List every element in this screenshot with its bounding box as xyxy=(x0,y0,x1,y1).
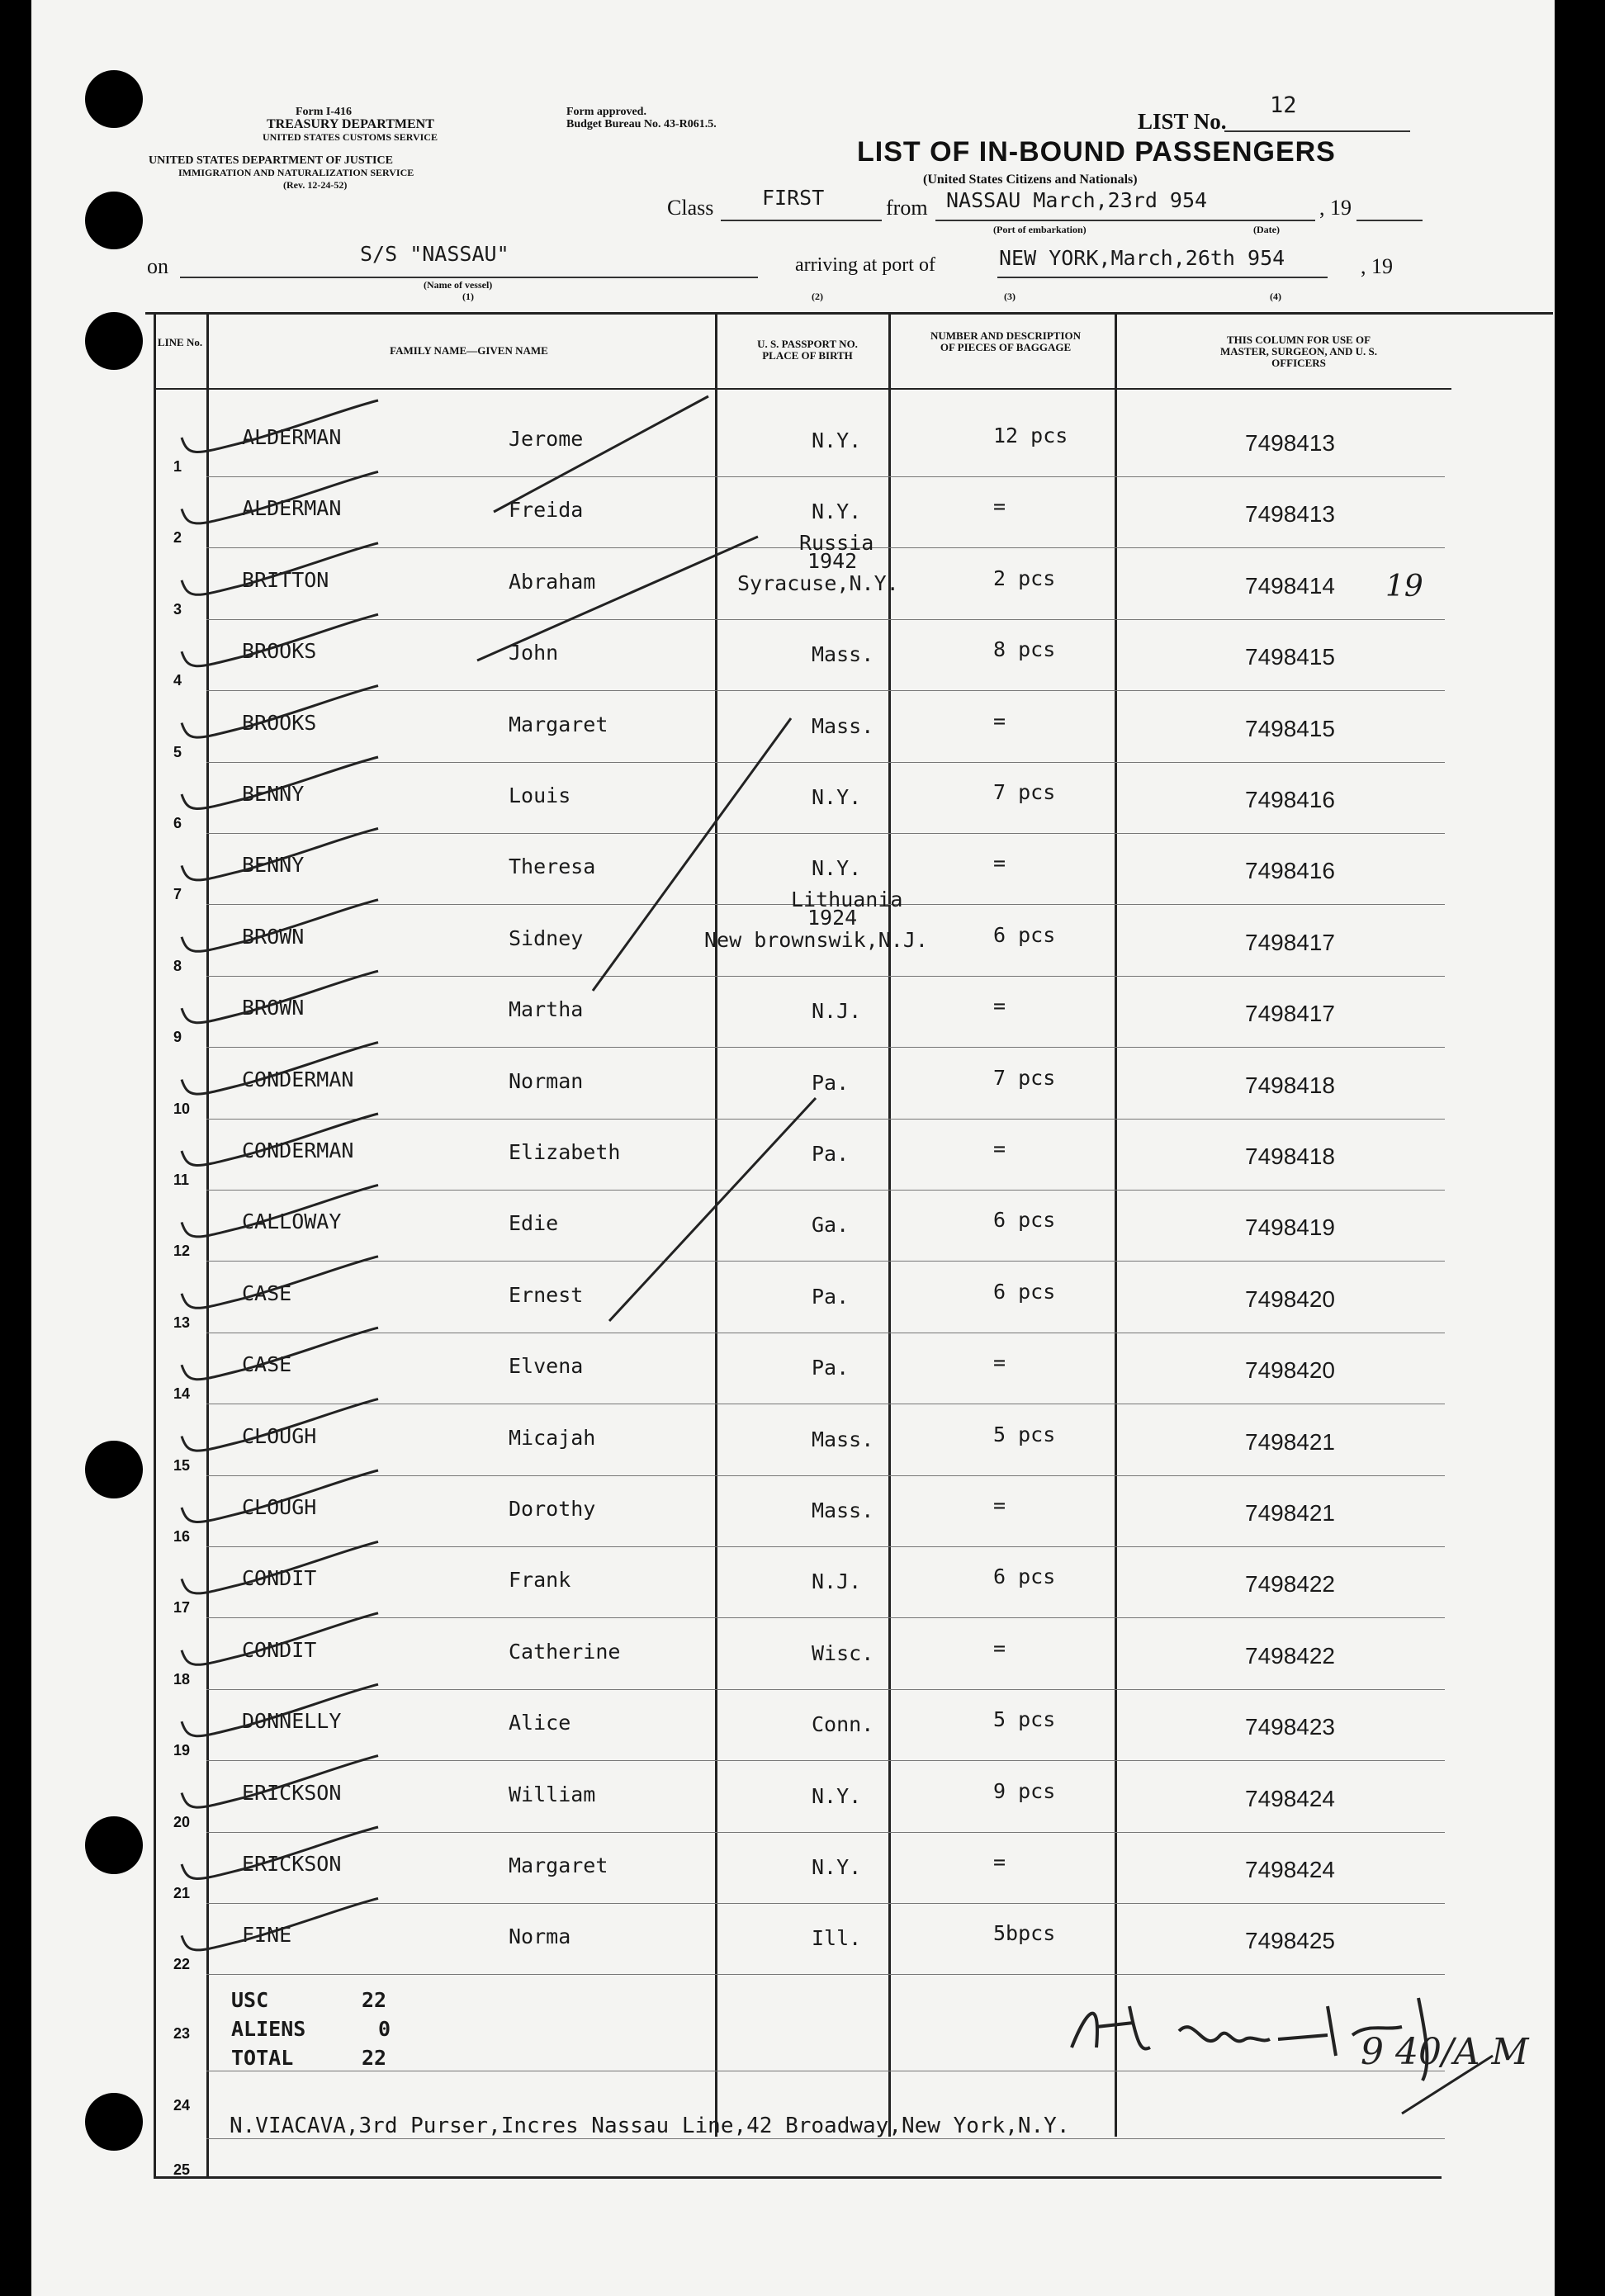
baggage: 6 pcs xyxy=(993,1280,1056,1304)
strike-line xyxy=(477,537,758,660)
line-number: 15 xyxy=(173,1457,191,1474)
check-mark xyxy=(182,757,378,809)
passport-number: 7498422 xyxy=(1245,1571,1336,1597)
line-number: 3 xyxy=(173,601,182,618)
given-name: Elvena xyxy=(509,1354,584,1378)
birth-country: Lithuania xyxy=(791,888,903,911)
treasury-dept: TREASURY DEPARTMENT xyxy=(267,117,434,131)
family-name: BRITTON xyxy=(242,568,329,592)
passport-number: 7498417 xyxy=(1245,1001,1336,1026)
family-name: BROWN xyxy=(242,925,305,949)
given-name: Martha xyxy=(509,997,584,1021)
line-number: 19 xyxy=(173,1742,191,1759)
passport-number: 7498424 xyxy=(1245,1857,1336,1882)
given-name: Micajah xyxy=(509,1426,596,1450)
form-number: Form I-416 xyxy=(296,106,353,118)
line-number: 6 xyxy=(173,815,182,831)
class-value: FIRST xyxy=(762,186,825,210)
check-mark xyxy=(182,1613,378,1665)
place-of-birth: Mass. xyxy=(812,1498,874,1522)
passport-number: 7498420 xyxy=(1245,1286,1336,1312)
revision-date: (Rev. 12-24-52) xyxy=(283,179,348,191)
family-name: ERICKSON xyxy=(242,1781,342,1805)
passport-number: 7498421 xyxy=(1245,1429,1336,1455)
baggage: = xyxy=(993,851,1006,875)
given-name: Margaret xyxy=(509,712,608,736)
passport-number: 7498413 xyxy=(1245,501,1336,527)
given-name: Sidney xyxy=(509,926,584,950)
given-name: Edie xyxy=(509,1211,559,1235)
place-of-birth: Pa. xyxy=(812,1285,850,1309)
baggage: = xyxy=(993,1351,1006,1375)
check-mark xyxy=(182,1684,378,1736)
given-name: Norma xyxy=(509,1924,571,1948)
family-name: CONDERMAN xyxy=(242,1139,354,1162)
place-of-birth: N.Y. xyxy=(812,1784,862,1808)
place-of-birth: Conn. xyxy=(812,1712,874,1736)
line-number: 24 xyxy=(173,2097,191,2114)
baggage: = xyxy=(993,1850,1006,1874)
check-mark xyxy=(182,1470,378,1522)
check-mark xyxy=(182,686,378,738)
family-name: ALDERMAN xyxy=(242,425,342,449)
family-name: CLOUGH xyxy=(242,1495,317,1519)
passport-number: 7498414 xyxy=(1245,573,1336,599)
line-number: 17 xyxy=(173,1599,191,1616)
check-mark xyxy=(182,1399,378,1451)
family-name: CONDERMAN xyxy=(242,1068,354,1091)
purser-signature-line: N.VIACAVA,3rd Purser,Incres Nassau Line,42 Broadway,New York,N.Y. xyxy=(230,2114,1070,2138)
place-of-birth: N.Y. xyxy=(812,428,862,452)
place-of-birth: Ga. xyxy=(812,1213,850,1237)
family-name: BENNY xyxy=(242,782,305,806)
check-mark xyxy=(182,1114,378,1166)
passport-number: 7498422 xyxy=(1245,1643,1336,1669)
passport-number: 7498425 xyxy=(1245,1928,1336,1953)
passport-number: 7498419 xyxy=(1245,1214,1336,1240)
check-mark xyxy=(182,1257,378,1309)
place-of-birth: N.J. xyxy=(812,999,862,1023)
arriving-year-label: , 19 xyxy=(1361,254,1393,278)
check-mark xyxy=(182,1043,378,1095)
vessel-caption: (Name of vessel) xyxy=(424,279,493,291)
from-label: from xyxy=(886,196,928,220)
given-name: Dorothy xyxy=(509,1497,596,1521)
check-mark xyxy=(182,471,378,523)
place-of-birth: Syracuse,N.Y. xyxy=(737,571,899,595)
given-name: Ernest xyxy=(509,1283,584,1307)
column-number-2: (2) xyxy=(812,291,823,302)
baggage: = xyxy=(993,1494,1006,1517)
aliens-label: ALIENS xyxy=(231,2017,306,2041)
line-number: 4 xyxy=(173,672,182,689)
baggage: = xyxy=(993,1137,1006,1161)
baggage: = xyxy=(993,495,1006,518)
check-mark xyxy=(182,614,378,666)
handwritten-check-marks xyxy=(31,0,1555,2296)
line-number: 1 xyxy=(173,458,182,475)
family-name: CASE xyxy=(242,1281,292,1305)
check-mark xyxy=(182,543,378,595)
passport-number: 7498416 xyxy=(1245,858,1336,883)
line-number: 12 xyxy=(173,1243,191,1259)
place-of-birth: N.Y. xyxy=(812,856,862,880)
given-name: Freida xyxy=(509,498,584,522)
page-title: LIST OF IN-BOUND PASSENGERS xyxy=(857,136,1336,168)
passport-number: 7498415 xyxy=(1245,716,1336,741)
line-number: 20 xyxy=(173,1814,191,1830)
list-label: LIST No. xyxy=(1138,109,1227,134)
passport-number: 7498415 xyxy=(1245,644,1336,670)
strike-line xyxy=(593,718,791,991)
line-number: 18 xyxy=(173,1671,191,1688)
column-number-4: (4) xyxy=(1270,291,1281,302)
naturalization-year: 1924 xyxy=(807,906,858,930)
given-name: Elizabeth xyxy=(509,1140,621,1164)
given-name: Jerome xyxy=(509,427,584,451)
check-mark xyxy=(182,1328,378,1380)
list-number: 12 xyxy=(1270,92,1297,118)
usc-value: 22 xyxy=(362,1988,387,2012)
family-name: CALLOWAY xyxy=(242,1210,342,1233)
header-name: FAMILY NAME—GIVEN NAME xyxy=(390,344,548,357)
place-of-birth: Pa. xyxy=(812,1071,850,1095)
passport-number: 7498418 xyxy=(1245,1072,1336,1098)
naturalization-year: 1942 xyxy=(807,549,858,573)
baggage: 2 pcs xyxy=(993,566,1056,590)
document-page xyxy=(31,0,1555,2296)
passport-number: 7498424 xyxy=(1245,1786,1336,1811)
check-mark xyxy=(182,1827,378,1879)
passport-number: 7498413 xyxy=(1245,430,1336,456)
place-of-birth: N.J. xyxy=(812,1569,862,1593)
place-of-birth: New brownswik,N.J. xyxy=(704,928,928,952)
baggage: 6 pcs xyxy=(993,923,1056,947)
line-number: 14 xyxy=(173,1385,191,1402)
handwritten-annotation: 9 40/A M xyxy=(1361,2031,1529,2073)
baggage: = xyxy=(993,1636,1006,1660)
place-of-birth: N.Y. xyxy=(812,1855,862,1879)
baggage: 8 pcs xyxy=(993,637,1056,661)
baggage: 9 pcs xyxy=(993,1779,1056,1803)
given-name: William xyxy=(509,1782,596,1806)
total-value: 22 xyxy=(362,2046,387,2070)
passport-number: 7498418 xyxy=(1245,1143,1336,1169)
check-mark xyxy=(182,1756,378,1808)
baggage: 7 pcs xyxy=(993,780,1056,804)
line-number: 7 xyxy=(173,886,182,902)
baggage: 5 pcs xyxy=(993,1707,1056,1731)
given-name: Louis xyxy=(509,783,571,807)
strike-line xyxy=(494,396,708,512)
place-of-birth: Mass. xyxy=(812,642,874,666)
place-of-birth: Ill. xyxy=(812,1926,862,1950)
aliens-value: 0 xyxy=(378,2017,391,2041)
place-of-birth: Pa. xyxy=(812,1356,850,1380)
given-name: Frank xyxy=(509,1568,571,1592)
line-number: 22 xyxy=(173,1956,191,1972)
column-number-3: (3) xyxy=(1004,291,1016,302)
on-label: on xyxy=(147,254,168,278)
header-passport: U. S. PASSPORT NO. PLACE OF BIRTH xyxy=(757,338,858,362)
strike-line xyxy=(609,1098,816,1321)
customs-service: UNITED STATES CUSTOMS SERVICE xyxy=(263,131,438,143)
class-label: Class xyxy=(667,196,714,220)
form-approved: Form approved. xyxy=(566,106,646,118)
family-name: BROOKS xyxy=(242,711,317,735)
check-mark xyxy=(182,1898,378,1950)
check-mark xyxy=(182,1185,378,1237)
check-mark xyxy=(182,400,378,452)
line-number: 23 xyxy=(173,2025,191,2042)
baggage: 6 pcs xyxy=(993,1565,1056,1588)
given-name: John xyxy=(509,641,559,665)
family-name: CLOUGH xyxy=(242,1424,317,1448)
given-name: Norman xyxy=(509,1069,584,1093)
date-caption: (Date) xyxy=(1253,224,1280,235)
passport-number: 7498416 xyxy=(1245,787,1336,812)
passport-number: 7498423 xyxy=(1245,1714,1336,1740)
baggage: 6 pcs xyxy=(993,1208,1056,1232)
family-name: BROOKS xyxy=(242,639,317,663)
column-number-1: (1) xyxy=(462,291,474,302)
line-number: 11 xyxy=(173,1172,190,1188)
place-of-birth: Wisc. xyxy=(812,1641,874,1665)
line-number: 25 xyxy=(173,2161,191,2178)
baggage: 5 pcs xyxy=(993,1423,1056,1446)
passport-number: 7498420 xyxy=(1245,1357,1336,1383)
port-of-embarkation: NASSAU March,23rd 954 xyxy=(946,188,1208,212)
ins-service: IMMIGRATION AND NATURALIZATION SERVICE xyxy=(178,167,414,178)
baggage: 5bpcs xyxy=(993,1921,1056,1945)
header-line-no: LINE No. xyxy=(157,336,203,348)
family-name: ALDERMAN xyxy=(242,496,342,520)
port-caption: (Port of embarkation) xyxy=(993,224,1087,235)
place-of-birth: N.Y. xyxy=(812,499,862,523)
line-number: 10 xyxy=(173,1101,191,1117)
check-mark xyxy=(182,900,378,952)
family-name: CONDIT xyxy=(242,1566,317,1590)
line-number: 13 xyxy=(173,1314,191,1331)
header-officers: THIS COLUMN FOR USE OF MASTER, SURGEON, AND U. S. OFFICERS xyxy=(1220,334,1377,369)
justice-dept: UNITED STATES DEPARTMENT OF JUSTICE xyxy=(149,154,393,167)
given-name: Margaret xyxy=(509,1853,608,1877)
place-of-birth: Mass. xyxy=(812,1427,874,1451)
baggage: 7 pcs xyxy=(993,1066,1056,1090)
line-number: 5 xyxy=(173,744,182,760)
usc-label: USC xyxy=(231,1988,269,2012)
given-name: Catherine xyxy=(509,1640,621,1664)
line-number: 2 xyxy=(173,529,182,546)
baggage: 12 pcs xyxy=(993,424,1068,447)
given-name: Alice xyxy=(509,1711,571,1735)
baggage: = xyxy=(993,709,1006,733)
family-name: DONNELLY xyxy=(242,1709,342,1733)
given-name: Theresa xyxy=(509,854,596,878)
check-mark xyxy=(182,1541,378,1593)
vessel-name: S/S "NASSAU" xyxy=(360,242,509,266)
family-name: CONDIT xyxy=(242,1638,317,1662)
given-name: Abraham xyxy=(509,570,596,594)
place-of-birth: Pa. xyxy=(812,1142,850,1166)
passport-number: 7498421 xyxy=(1245,1500,1336,1526)
place-of-birth: N.Y. xyxy=(812,785,862,809)
family-name: ERICKSON xyxy=(242,1852,342,1876)
family-name: BENNY xyxy=(242,853,305,877)
family-name: CASE xyxy=(242,1352,292,1376)
port-of-arrival: NEW YORK,March,26th 954 xyxy=(999,246,1285,270)
passport-number: 7498417 xyxy=(1245,930,1336,955)
budget-bureau: Budget Bureau No. 43-R061.5. xyxy=(566,118,717,130)
handwritten-note: 19 xyxy=(1385,570,1423,604)
arriving-label: arriving at port of xyxy=(795,254,935,276)
family-name: FINE xyxy=(242,1923,292,1947)
year-label: , 19 xyxy=(1319,196,1352,220)
place-of-birth: Mass. xyxy=(812,714,874,738)
check-mark xyxy=(182,828,378,880)
line-number: 21 xyxy=(173,1885,191,1901)
line-number: 9 xyxy=(173,1029,182,1045)
total-label: TOTAL xyxy=(231,2046,294,2070)
line-number: 16 xyxy=(173,1528,191,1545)
baggage: = xyxy=(993,994,1006,1018)
family-name: BROWN xyxy=(242,996,305,1020)
header-baggage: NUMBER AND DESCRIPTION OF PIECES OF BAGGAGE xyxy=(930,329,1082,353)
check-mark xyxy=(182,971,378,1023)
birth-country: Russia xyxy=(799,531,874,555)
page-subtitle: (United States Citizens and Nationals) xyxy=(923,173,1138,187)
line-number: 8 xyxy=(173,958,182,974)
